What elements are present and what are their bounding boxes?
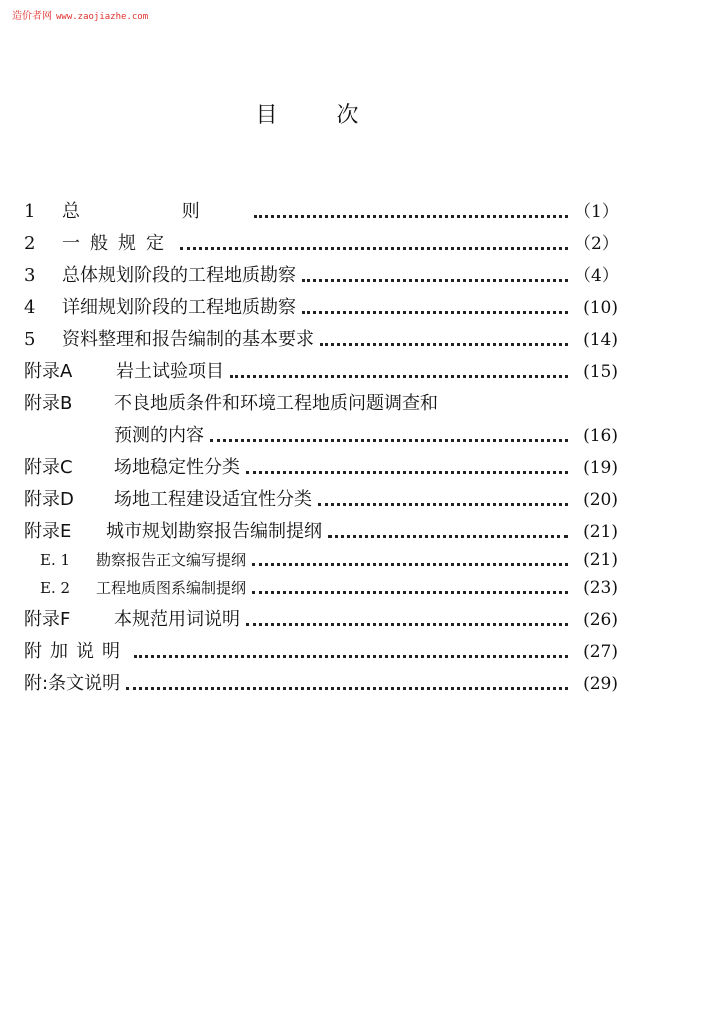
- toc-appendix-label: 附录F: [24, 609, 71, 630]
- watermark: [12, 11, 148, 23]
- toc-entry-appendix-e[interactable]: [24, 516, 618, 544]
- toc-entry-appendix-f[interactable]: [24, 604, 618, 632]
- toc-title: 详细规划阶段的工程地质勘察: [62, 297, 296, 318]
- toc-number: 4: [24, 297, 36, 318]
- toc-page-number: （1）: [574, 202, 619, 222]
- toc-entry-1[interactable]: [24, 196, 618, 224]
- toc-leader-dots: [302, 311, 568, 314]
- toc-leader-dots: [328, 535, 568, 538]
- watermark-site: 造价者网: [12, 11, 52, 22]
- toc-page-number: (21): [583, 550, 618, 570]
- toc-entry-appendix-d[interactable]: [24, 484, 618, 512]
- toc-title: 附加说明: [24, 641, 128, 662]
- toc-page-number: （4）: [574, 266, 619, 286]
- toc-title: 工程地质图系编制提纲: [96, 579, 247, 597]
- watermark-url: www.zaojiazhe.com: [56, 12, 149, 22]
- toc-leader-dots: [252, 563, 568, 566]
- toc-entry-clause-explanation[interactable]: [24, 668, 618, 696]
- toc-entry-appendix-c[interactable]: [24, 452, 618, 480]
- toc-leader-dots: [230, 375, 568, 378]
- toc-page-number: (26): [583, 610, 618, 630]
- toc-title: 岩土试验项目: [116, 361, 224, 382]
- toc-page-number: （2）: [574, 234, 619, 254]
- toc-number: 1: [24, 201, 36, 222]
- toc-page-number: (19): [583, 458, 618, 478]
- toc-entry-additional-notes[interactable]: [24, 636, 618, 664]
- toc-entry-appendix-a[interactable]: [24, 356, 618, 384]
- toc-appendix-label: 附录C: [24, 457, 73, 478]
- toc-leader-dots: [302, 279, 568, 282]
- toc-leader-dots: [126, 687, 568, 690]
- toc-title: 预测的内容: [114, 425, 204, 446]
- page-title: 目 次: [255, 103, 385, 128]
- toc-title: 不良地质条件和环境工程地质问题调查和: [114, 393, 438, 414]
- toc-title: 勘察报告正文编写提纲: [96, 551, 247, 569]
- toc-number: 2: [24, 233, 36, 254]
- toc-title: 附:条文说明: [24, 673, 121, 694]
- toc-leader-dots: [318, 503, 568, 506]
- toc-leader-dots: [210, 439, 568, 442]
- toc-appendix-label: 附录A: [24, 361, 73, 382]
- toc-leader-dots: [320, 343, 568, 346]
- toc-leader-dots: [246, 471, 568, 474]
- toc-entry-appendix-b-cont[interactable]: [24, 420, 618, 448]
- toc-appendix-label: 附录D: [24, 489, 74, 510]
- toc-leader-dots: [134, 655, 568, 658]
- toc-entry-appendix-b[interactable]: [24, 388, 618, 416]
- toc-leader-dots: [180, 247, 568, 250]
- toc-page-number: (29): [583, 674, 618, 694]
- toc-title: 总 则: [62, 201, 248, 222]
- toc-leader-dots: [252, 591, 568, 594]
- toc-number: 3: [24, 265, 36, 286]
- toc-entry-e2[interactable]: [40, 572, 618, 600]
- toc-appendix-label: 附录E: [24, 521, 72, 542]
- toc-entry-e1[interactable]: [40, 544, 618, 572]
- toc-page-number: (15): [583, 362, 618, 382]
- toc-page-number: (20): [583, 490, 618, 510]
- toc-section-number: E. 1: [40, 551, 71, 569]
- toc-appendix-label: 附录B: [24, 393, 73, 414]
- toc-entry-2[interactable]: [24, 228, 618, 256]
- toc-page-number: (27): [583, 642, 618, 662]
- toc-title: 总体规划阶段的工程地质勘察: [62, 265, 296, 286]
- toc-page-number: (10): [583, 298, 618, 318]
- toc-entry-3[interactable]: [24, 260, 618, 288]
- toc-number: 5: [24, 329, 36, 350]
- toc-section-number: E. 2: [40, 579, 71, 597]
- toc-page-number: (21): [583, 522, 618, 542]
- toc-title: 资料整理和报告编制的基本要求: [62, 329, 314, 350]
- toc-title: 场地稳定性分类: [114, 457, 240, 478]
- toc-title: 一般规定: [62, 233, 174, 254]
- toc-title: 场地工程建设适宜性分类: [114, 489, 312, 510]
- toc-leader-dots: [246, 623, 568, 626]
- toc-page-number: (16): [583, 426, 618, 446]
- toc-entry-5[interactable]: [24, 324, 618, 352]
- toc-entry-4[interactable]: [24, 292, 618, 320]
- toc-page-number: (14): [583, 330, 618, 350]
- toc-leader-dots: [254, 215, 568, 218]
- toc-title: 城市规划勘察报告编制提纲: [106, 521, 322, 542]
- toc-title: 本规范用词说明: [114, 609, 240, 630]
- toc-page-number: (23): [583, 578, 618, 598]
